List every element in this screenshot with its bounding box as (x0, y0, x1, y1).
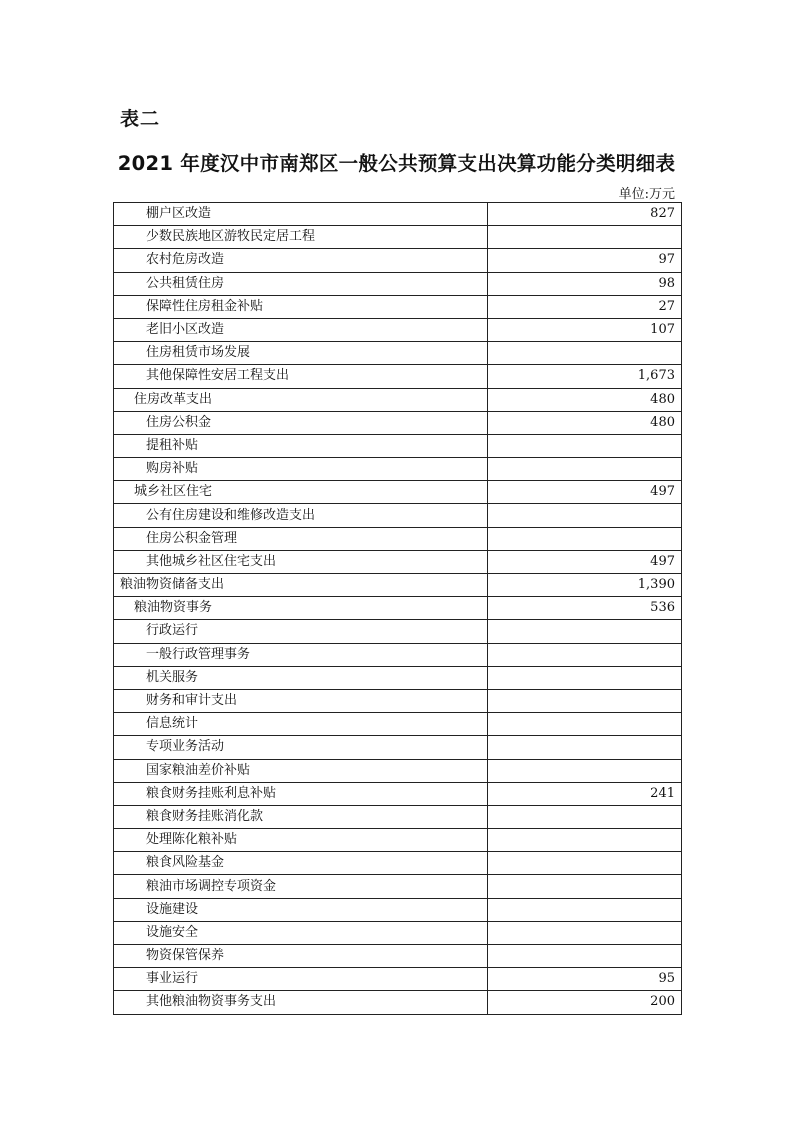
item-amount-cell: 1,390 (488, 574, 682, 597)
item-name-cell: 其他粮油物资事务支出 (114, 991, 488, 1014)
item-amount-cell (488, 527, 682, 550)
item-name-cell: 少数民族地区游牧民定居工程 (114, 226, 488, 249)
table-row (114, 458, 682, 481)
item-name-cell: 农村危房改造 (114, 249, 488, 272)
unit-label: 单位:万元 (618, 187, 675, 202)
item-amount-cell: 480 (488, 388, 682, 411)
item-amount-cell: 480 (488, 411, 682, 434)
item-amount-cell (488, 829, 682, 852)
item-amount-cell: 497 (488, 481, 682, 504)
table-row (114, 411, 682, 434)
item-amount-cell: 98 (488, 272, 682, 295)
item-amount-cell: 27 (488, 295, 682, 318)
table-row (114, 713, 682, 736)
table-row (114, 527, 682, 550)
table-row (114, 759, 682, 782)
item-name-cell: 保障性住房租金补贴 (114, 295, 488, 318)
item-amount-cell: 97 (488, 249, 682, 272)
item-name-cell: 设施安全 (114, 921, 488, 944)
item-name-cell: 粮食财务挂账利息补贴 (114, 782, 488, 805)
table-row (114, 434, 682, 457)
item-amount-cell (488, 898, 682, 921)
table-row (114, 481, 682, 504)
item-name-cell: 机关服务 (114, 666, 488, 689)
table-row (114, 666, 682, 689)
page-title: 2021 年度汉中市南郑区一般公共预算支出决算功能分类明细表 (117, 152, 676, 175)
item-name-cell: 专项业务活动 (114, 736, 488, 759)
item-amount-cell: 1,673 (488, 365, 682, 388)
table-row (114, 597, 682, 620)
table-row (114, 295, 682, 318)
item-name-cell: 其他保障性安居工程支出 (114, 365, 488, 388)
item-amount-cell (488, 852, 682, 875)
item-name-cell: 其他城乡社区住宅支出 (114, 550, 488, 573)
table-row (114, 945, 682, 968)
table-row (114, 968, 682, 991)
item-name-cell: 粮食风险基金 (114, 852, 488, 875)
item-name-cell: 城乡社区住宅 (114, 481, 488, 504)
table-row (114, 272, 682, 295)
item-amount-cell (488, 504, 682, 527)
item-name-cell: 设施建设 (114, 898, 488, 921)
item-name-cell: 购房补贴 (114, 458, 488, 481)
budget-table (113, 202, 682, 1015)
table-row (114, 852, 682, 875)
item-amount-cell (488, 666, 682, 689)
table-row (114, 203, 682, 226)
item-amount-cell (488, 689, 682, 712)
budget-table-body (114, 203, 682, 1015)
table-row (114, 226, 682, 249)
item-amount-cell (488, 620, 682, 643)
item-amount-cell: 107 (488, 318, 682, 341)
table-row (114, 991, 682, 1014)
table-row (114, 921, 682, 944)
item-amount-cell: 241 (488, 782, 682, 805)
item-name-cell: 公有住房建设和维修改造支出 (114, 504, 488, 527)
table-number-label: 表二 (120, 108, 161, 130)
table-row (114, 249, 682, 272)
item-name-cell: 住房租赁市场发展 (114, 342, 488, 365)
item-amount-cell (488, 759, 682, 782)
table-row (114, 620, 682, 643)
item-amount-cell (488, 458, 682, 481)
item-name-cell: 信息统计 (114, 713, 488, 736)
table-row (114, 875, 682, 898)
item-name-cell: 粮油市场调控专项资金 (114, 875, 488, 898)
item-amount-cell (488, 805, 682, 828)
item-amount-cell: 827 (488, 203, 682, 226)
table-row (114, 829, 682, 852)
item-amount-cell: 95 (488, 968, 682, 991)
item-name-cell: 一般行政管理事务 (114, 643, 488, 666)
table-row (114, 689, 682, 712)
table-row (114, 782, 682, 805)
item-name-cell: 棚户区改造 (114, 203, 488, 226)
item-name-cell: 住房公积金 (114, 411, 488, 434)
table-row (114, 342, 682, 365)
item-amount-cell (488, 713, 682, 736)
table-row (114, 550, 682, 573)
table-row (114, 365, 682, 388)
item-amount-cell (488, 875, 682, 898)
item-name-cell: 财务和审计支出 (114, 689, 488, 712)
item-amount-cell (488, 921, 682, 944)
item-name-cell: 行政运行 (114, 620, 488, 643)
table-row (114, 736, 682, 759)
table-row (114, 574, 682, 597)
item-name-cell: 住房公积金管理 (114, 527, 488, 550)
item-name-cell: 国家粮油差价补贴 (114, 759, 488, 782)
item-amount-cell (488, 226, 682, 249)
item-name-cell: 提租补贴 (114, 434, 488, 457)
item-name-cell: 物资保管保养 (114, 945, 488, 968)
table-row (114, 388, 682, 411)
table-row (114, 504, 682, 527)
item-name-cell: 粮油物资事务 (114, 597, 488, 620)
item-amount-cell (488, 736, 682, 759)
table-row (114, 318, 682, 341)
item-name-cell: 老旧小区改造 (114, 318, 488, 341)
table-row (114, 898, 682, 921)
item-amount-cell (488, 643, 682, 666)
item-name-cell: 事业运行 (114, 968, 488, 991)
item-amount-cell (488, 945, 682, 968)
item-name-cell: 处理陈化粮补贴 (114, 829, 488, 852)
item-amount-cell (488, 434, 682, 457)
item-name-cell: 粮油物资储备支出 (114, 574, 488, 597)
item-name-cell: 粮食财务挂账消化款 (114, 805, 488, 828)
item-amount-cell (488, 342, 682, 365)
table-row (114, 643, 682, 666)
item-amount-cell: 200 (488, 991, 682, 1014)
item-amount-cell: 536 (488, 597, 682, 620)
item-name-cell: 住房改革支出 (114, 388, 488, 411)
table-row (114, 805, 682, 828)
item-name-cell: 公共租赁住房 (114, 272, 488, 295)
item-amount-cell: 497 (488, 550, 682, 573)
